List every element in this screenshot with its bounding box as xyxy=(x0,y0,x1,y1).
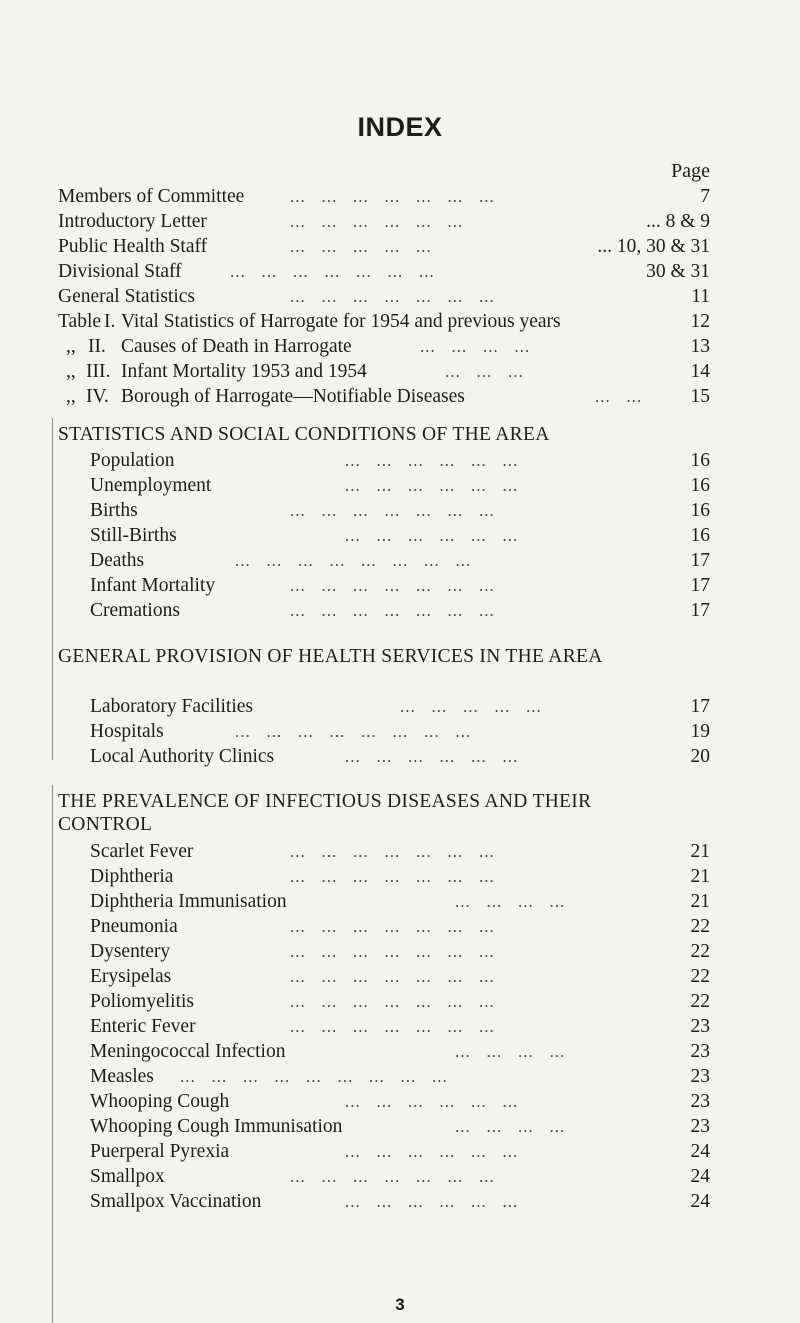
index-entry: Measles ... ... ... ... ... ... ... ... ... 23 xyxy=(90,1066,710,1087)
index-entry: Divisional Staff ... ... ... ... ... ... ... 30 & 31 xyxy=(58,261,710,282)
table-entry: Table I. Vital Statistics of Harrogate for 1954 and previous years 12 xyxy=(58,311,710,332)
index-entry: General Statistics ... ... ... ... ... ... ... 11 xyxy=(58,286,710,307)
index-entry: Meningococcal Infection ... ... ... ... 23 xyxy=(90,1041,710,1062)
table-entry: ,, II. Causes of Death in Harrogate ... ... ... ... 13 xyxy=(66,336,710,357)
page-column-heading: Page xyxy=(671,160,710,182)
section-heading: THE PREVALENCE OF INFECTIOUS DISEASES AND THEIR CONTROL xyxy=(58,791,592,835)
table-entry: ,, III. Infant Mortality 1953 and 1954 ... ... ... 14 xyxy=(66,361,710,382)
index-entry: Whooping Cough Immunisation ... ... ... ... 23 xyxy=(90,1116,710,1137)
index-entry: Still-Births ... ... ... ... ... ... 16 xyxy=(90,525,710,546)
index-entry: Whooping Cough ... ... ... ... ... ... 23 xyxy=(90,1091,710,1112)
index-entry: Introductory Letter ... ... ... ... ... ... ... 8 & 9 xyxy=(58,211,710,232)
index-entry: Diphtheria ... ... ... ... ... ... ... 21 xyxy=(90,866,710,887)
page-number: 3 xyxy=(395,1295,405,1314)
index-entry: Smallpox ... ... ... ... ... ... ... 24 xyxy=(90,1166,710,1187)
index-entry: Cremations ... ... ... ... ... ... ... 17 xyxy=(90,600,710,621)
index-entry: Dysentery ... ... ... ... ... ... ... 22 xyxy=(90,941,710,962)
index-entry: Erysipelas ... ... ... ... ... ... ... 22 xyxy=(90,966,710,987)
index-entry: Infant Mortality ... ... ... ... ... ... ... 17 xyxy=(90,575,710,596)
index-entry: Deaths ... ... ... ... ... ... ... ... 17 xyxy=(90,550,710,571)
index-entry: Unemployment ... ... ... ... ... ... 16 xyxy=(90,475,710,496)
index-entry: Pneumonia ... ... ... ... ... ... ... 22 xyxy=(90,916,710,937)
index-entry: Poliomyelitis ... ... ... ... ... ... ... 22 xyxy=(90,991,710,1012)
index-entry: Births ... ... ... ... ... ... ... 16 xyxy=(90,500,710,521)
index-entry: Smallpox Vaccination ... ... ... ... ... ... 24 xyxy=(90,1191,710,1212)
index-entry: Scarlet Fever ... ... ... ... ... ... ... 21 xyxy=(90,841,710,862)
index-entry: Puerperal Pyrexia ... ... ... ... ... ... 24 xyxy=(90,1141,710,1162)
index-entry: Population ... ... ... ... ... ... 16 xyxy=(90,450,710,471)
index-entry: Public Health Staff ... ... ... ... ... ... 10, 30 & 31 xyxy=(58,236,710,257)
page-title: INDEX xyxy=(357,112,443,142)
index-entry: Laboratory Facilities ... ... ... ... ... 17 xyxy=(90,696,710,717)
table-entry: ,, IV. Borough of Harrogate—Notifiable Diseases ... ... 15 xyxy=(66,386,710,407)
index-entry: Diphtheria Immunisation ... ... ... ... 21 xyxy=(90,891,710,912)
index-entry: Enteric Fever ... ... ... ... ... ... ... 23 xyxy=(90,1016,710,1037)
index-entry: Hospitals ... ... ... ... ... ... ... ... 19 xyxy=(90,721,710,742)
section-heading: STATISTICS AND SOCIAL CONDITIONS OF THE AREA xyxy=(58,424,550,445)
index-entry: Members of Committee ... ... ... ... ... ... ... 7 xyxy=(58,186,710,207)
index-entry: Local Authority Clinics ... ... ... ... ... ... 20 xyxy=(90,746,710,767)
section-heading: GENERAL PROVISION OF HEALTH SERVICES IN THE AREA xyxy=(58,646,603,667)
